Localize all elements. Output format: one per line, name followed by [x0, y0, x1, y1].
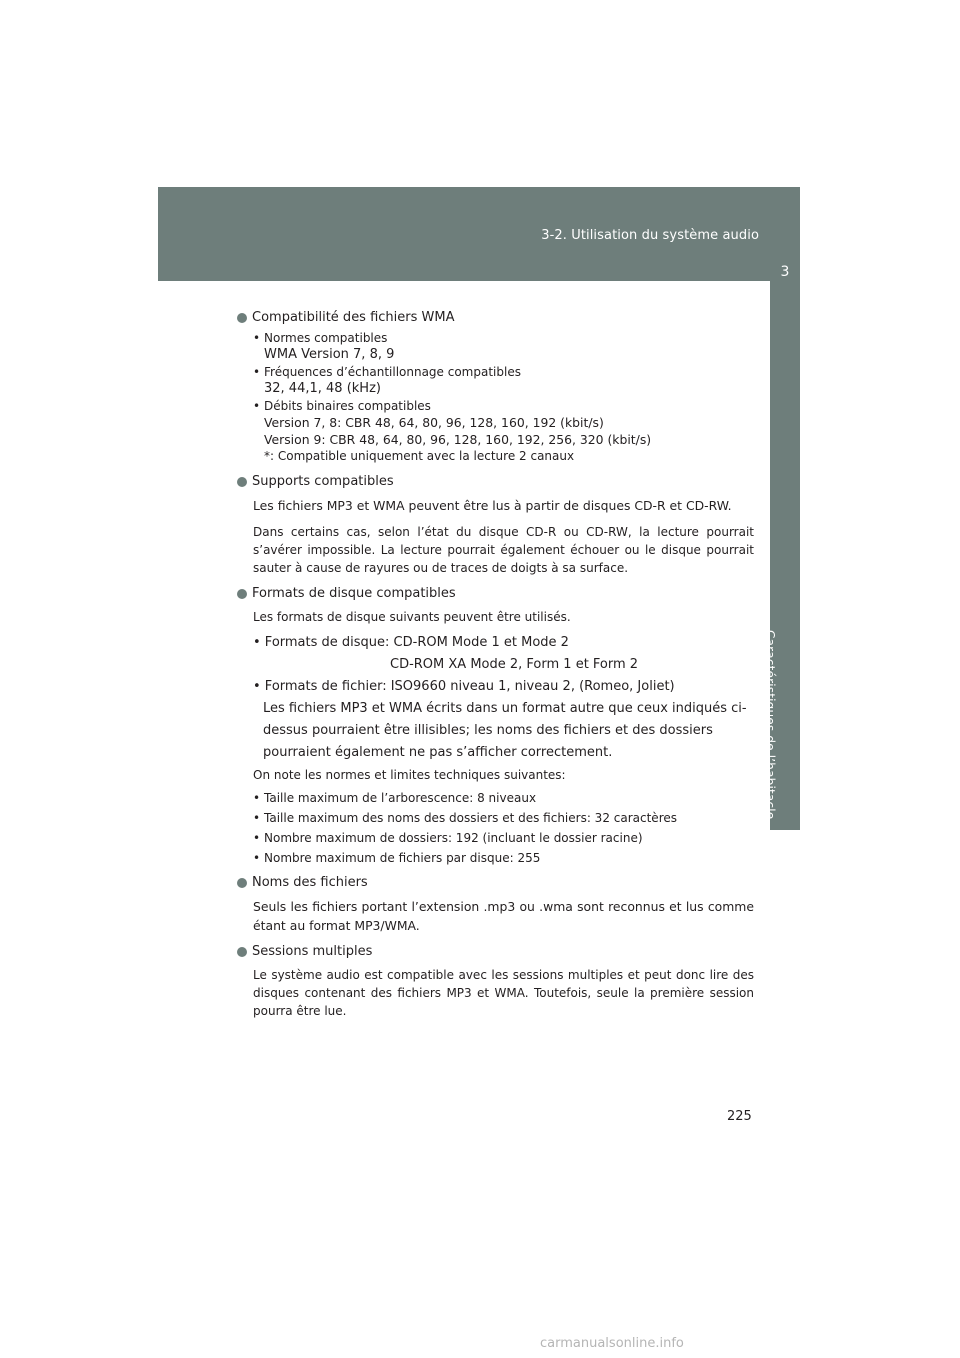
footnote: *: Compatible uniquement avec la lecture 2 canaux	[264, 449, 575, 463]
list-item: • Normes compatibles WMA Version 7, 8, 9	[253, 331, 395, 362]
paragraph: Seuls les fichiers portant l’extension .mp3 ou .wma sont reconnus et lus comme étant au format MP3/WMA.	[253, 899, 754, 933]
section-multisession	[237, 943, 754, 1020]
disc-formats-line: CD-ROM XA Mode 2, Form 1 et Form 2	[390, 657, 639, 672]
watermark: carmanualsonline.info	[540, 1336, 684, 1351]
bullet-icon	[237, 589, 247, 599]
page-content	[237, 309, 754, 1024]
section-wma	[237, 309, 754, 465]
page-number: 225	[727, 1109, 752, 1124]
section-heading: Noms des fichiers	[237, 874, 754, 891]
section-heading: Sessions multiples	[237, 943, 754, 960]
paragraph: Les formats de disque suivants peuvent être utilisés.	[253, 610, 571, 624]
section-heading: Compatibilité des fichiers WMA	[237, 309, 754, 326]
section-heading: Supports compatibles	[237, 473, 754, 490]
list-item: • Nombre maximum de dossiers: 192 (incluant le dossier racine)	[253, 831, 643, 845]
bullet-icon	[237, 477, 247, 487]
bullet-icon	[237, 947, 247, 957]
section-formats	[237, 585, 754, 868]
chapter-label: Caractéristiques de l’habitacle	[763, 630, 777, 820]
chapter-header-band	[158, 187, 800, 281]
disc-formats-line: • Formats de disque: CD-ROM Mode 1 et Mode 2	[253, 635, 569, 650]
paragraph: On note les normes et limites techniques suivantes:	[253, 768, 566, 782]
paragraph: Le système audio est compatible avec les sessions multiples et peut donc lire des disques contenant des fichiers MP3 et WMA. Toutefois, seule la première session pourra être lue.	[253, 968, 754, 1018]
list-item: • Taille maximum des noms des dossiers et des fichiers: 32 caractères	[253, 811, 677, 825]
list-item: • Nombre maximum de fichiers par disque: 255	[253, 851, 541, 865]
list-item: • Taille maximum de l’arborescence: 8 niveaux	[253, 791, 537, 805]
list-item: • Fréquences d’échantillonnage compatibles 32, 44,1, 48 (kHz)	[253, 365, 521, 396]
file-formats-note: dessus pourraient être illisibles; les noms des fichiers et des dossiers	[263, 723, 713, 738]
section-media	[237, 473, 754, 577]
file-formats-line: • Formats de fichier: ISO9660 niveau 1, niveau 2, (Romeo, Joliet)	[253, 679, 675, 694]
list-item: • Débits binaires compatibles Version 7, 8: CBR 48, 64, 80, 96, 128, 160, 192 (kbit/s) Version 9: CBR 48, 64, 80, 96, 128, 160, 192, 256, 320 (kbit/s) *: Compatible uniquement avec la lecture 2 canaux	[253, 398, 754, 465]
section-file-names	[237, 874, 754, 935]
bullet-icon	[237, 878, 247, 888]
section-title: 3-2. Utilisation du système audio	[541, 228, 759, 243]
paragraph: Dans certains cas, selon l’état du disque CD-R ou CD-RW, la lecture pourrait s’avérer impossible. La lecture pourrait également échouer ou le disque pourrait sauter à cause de rayures ou de traces de doigts à sa surface.	[253, 525, 754, 575]
chapter-number: 3	[780, 264, 790, 280]
bullet-icon	[237, 313, 247, 323]
file-formats-note: pourraient également ne pas s’afficher correctement.	[263, 745, 613, 760]
section-heading: Formats de disque compatibles	[237, 585, 754, 602]
file-formats-note: Les fichiers MP3 et WMA écrits dans un format autre que ceux indiqués ci-	[263, 701, 747, 716]
paragraph: Les fichiers MP3 et WMA peuvent être lus à partir de disques CD-R et CD-RW.	[253, 498, 732, 513]
